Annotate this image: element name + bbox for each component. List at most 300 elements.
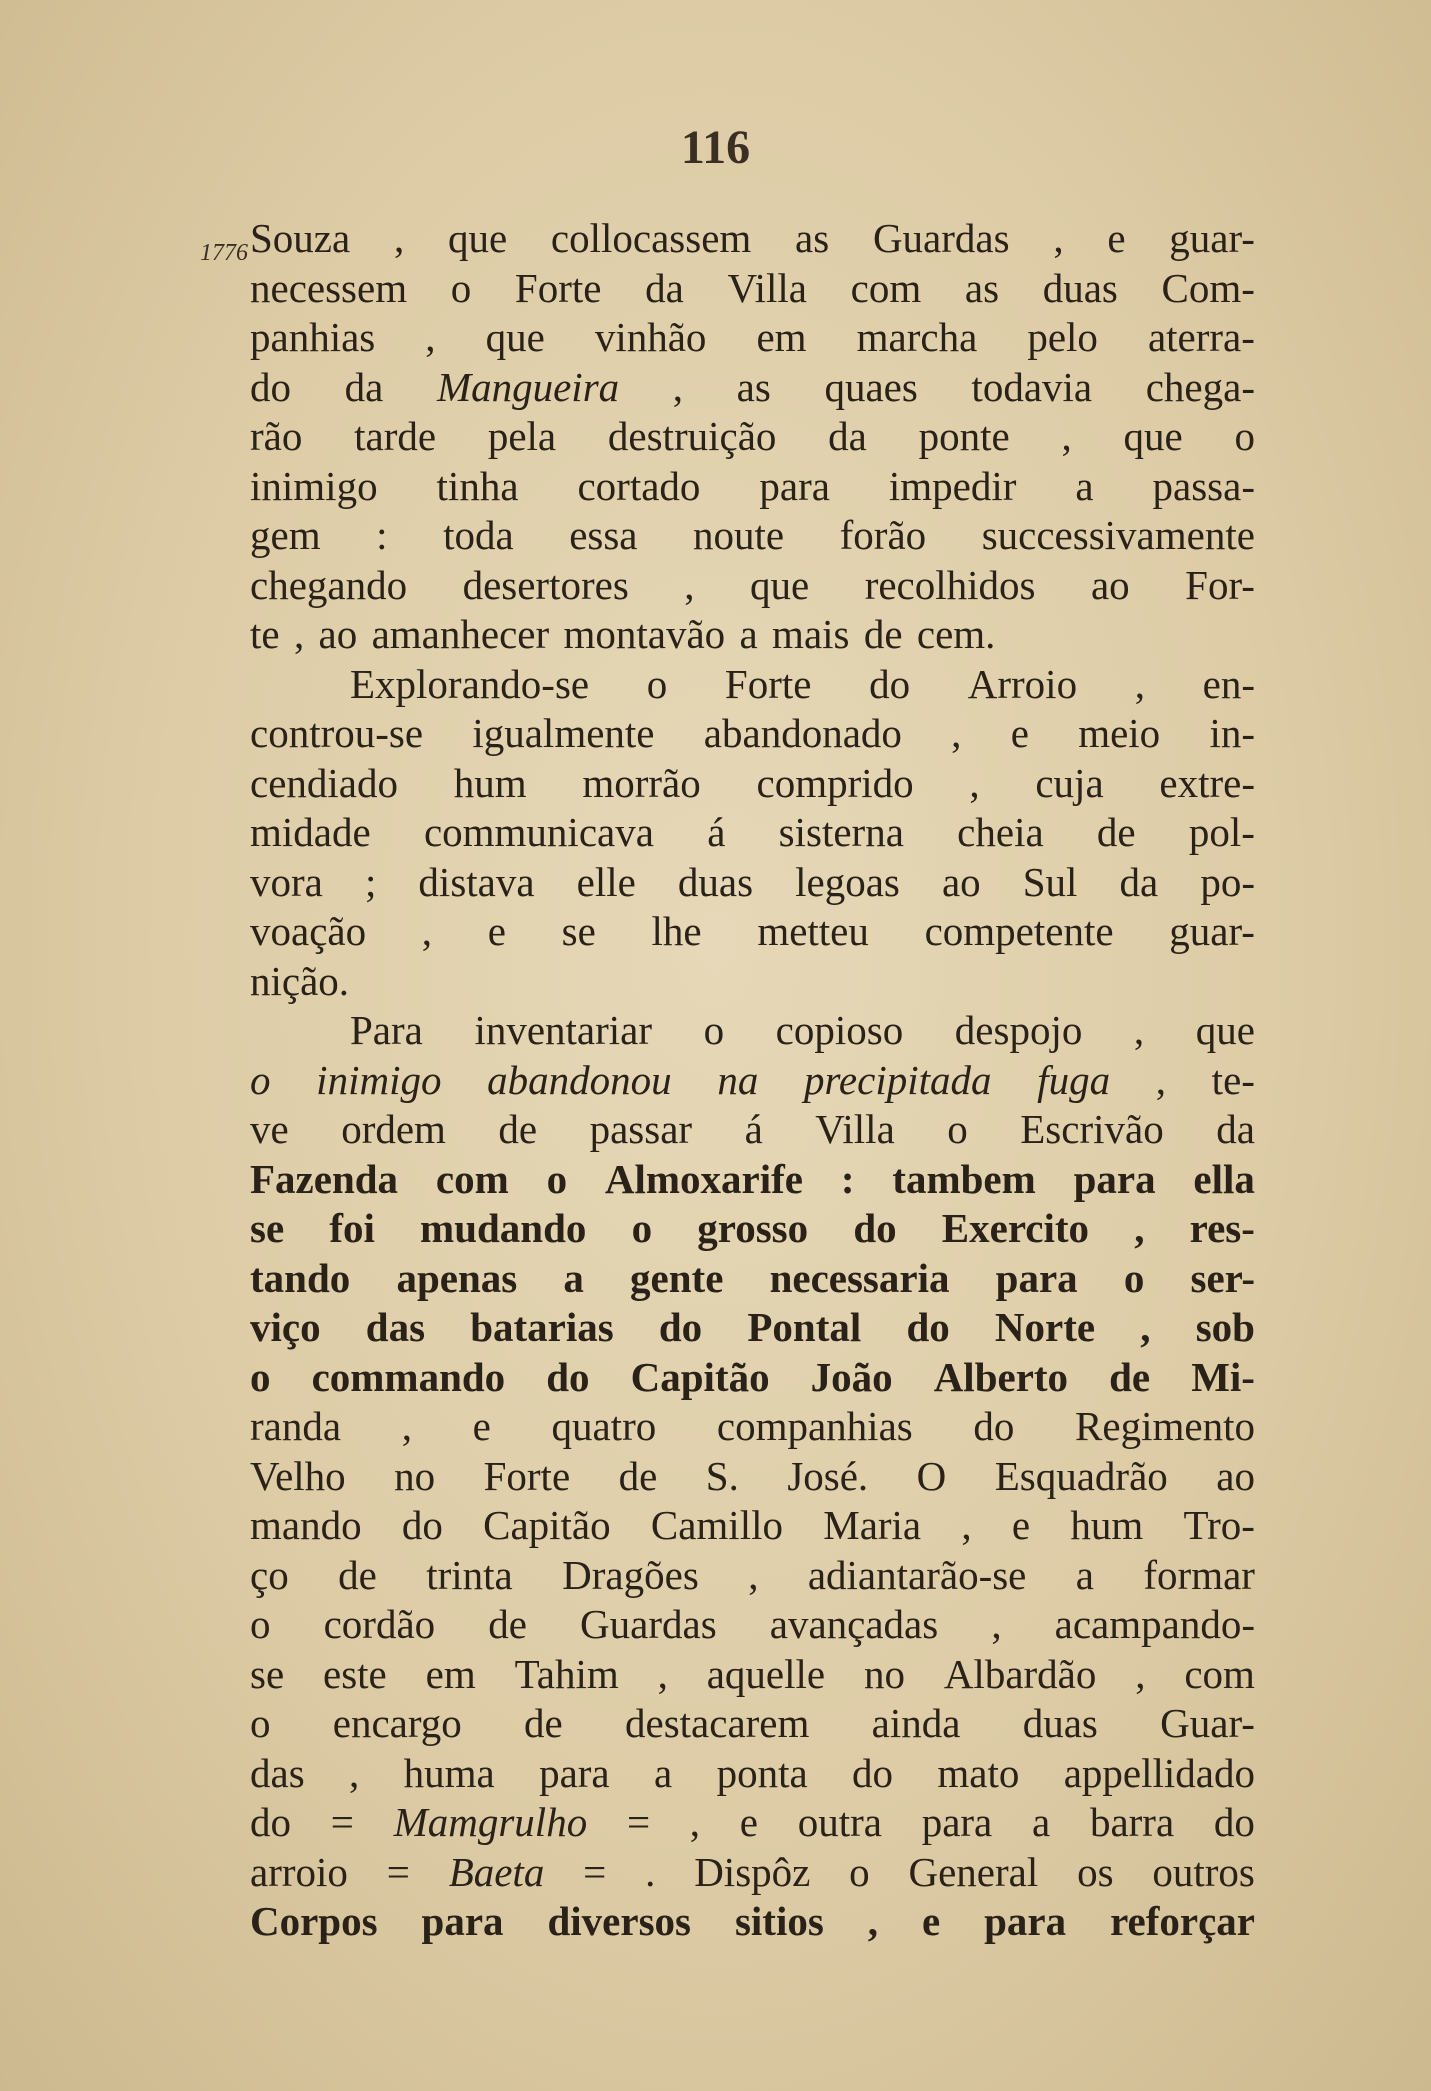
- text-line: [250, 264, 1255, 314]
- word: Souza: [250, 215, 351, 261]
- word: do: [973, 1403, 1015, 1449]
- text-line: [250, 1452, 1255, 1502]
- word: sisterna: [778, 809, 904, 855]
- word: Forte: [483, 1452, 571, 1499]
- word: ,: [1135, 1650, 1146, 1697]
- word: com: [1184, 1650, 1255, 1697]
- word: meio: [1078, 710, 1161, 756]
- page-number: 116: [680, 121, 751, 174]
- word: O: [916, 1452, 947, 1499]
- word: pela: [487, 413, 557, 459]
- word: para: [759, 462, 830, 509]
- word: Alberto: [933, 1353, 1069, 1400]
- text-line: [250, 1600, 1255, 1650]
- word: da: [645, 264, 684, 311]
- word: panhias: [250, 314, 376, 360]
- word: acampando-: [1054, 1601, 1255, 1647]
- word: toda: [443, 512, 514, 558]
- word: rão: [250, 413, 303, 459]
- word: mato: [937, 1749, 1020, 1796]
- word: quatro: [551, 1403, 657, 1449]
- word: mais: [772, 611, 850, 657]
- word: Baeta: [448, 1848, 545, 1895]
- word: Pontal: [747, 1304, 862, 1350]
- word: impedir: [888, 462, 1017, 509]
- word: o: [1123, 1254, 1145, 1301]
- word: as: [736, 363, 771, 410]
- word: collocassem: [550, 215, 752, 261]
- word: randa: [250, 1403, 342, 1449]
- word: chega-: [1145, 363, 1255, 410]
- word: e: [921, 1898, 941, 1944]
- word: sob: [1195, 1304, 1255, 1350]
- body-text: [250, 214, 1255, 1947]
- word: forão: [839, 512, 927, 558]
- word: a: [654, 1749, 673, 1796]
- word: do: [658, 1304, 703, 1350]
- word: no: [863, 1650, 905, 1697]
- word: e: [487, 908, 506, 954]
- word: tarde: [354, 413, 437, 459]
- word: do: [250, 363, 291, 410]
- word: voação: [250, 908, 367, 954]
- word: inventariar: [474, 1007, 653, 1053]
- word: do: [869, 660, 911, 707]
- word: Fazenda: [250, 1155, 399, 1202]
- word: ,: [1155, 1056, 1166, 1103]
- word: marcha: [856, 314, 978, 360]
- word: das: [250, 1749, 305, 1796]
- word: ao: [1216, 1452, 1255, 1499]
- word: competente: [924, 908, 1114, 954]
- word: =: [626, 1799, 651, 1845]
- text-line: [250, 1551, 1255, 1601]
- word: ,: [1140, 1304, 1151, 1350]
- word: tinha: [436, 462, 519, 509]
- word: ,: [991, 1601, 1002, 1647]
- word: cortado: [577, 462, 701, 509]
- word: que: [485, 314, 545, 360]
- word: e: [1107, 215, 1126, 261]
- word: chegando: [250, 561, 408, 608]
- word: morrão: [582, 759, 701, 806]
- word: ,: [951, 710, 962, 756]
- word: S.: [705, 1452, 739, 1499]
- word: o: [450, 264, 472, 311]
- word: e: [1011, 1502, 1031, 1548]
- word: huma: [403, 1749, 495, 1796]
- word: Para: [350, 1007, 423, 1053]
- word: o: [703, 1007, 725, 1053]
- word: Villa: [815, 1106, 895, 1152]
- text-line: [250, 1254, 1255, 1304]
- word: Albardão: [943, 1650, 1097, 1697]
- word: a: [563, 1254, 584, 1301]
- word: de: [1109, 1353, 1151, 1400]
- word: as: [964, 264, 1000, 311]
- word: Dispôz: [694, 1848, 811, 1895]
- word: controu-se: [250, 710, 424, 756]
- word: e: [739, 1799, 758, 1845]
- word: ao: [1090, 561, 1130, 608]
- word: necessem: [250, 264, 408, 311]
- text-line: [250, 957, 1255, 1007]
- word: en-: [1202, 660, 1255, 707]
- word: da: [828, 413, 867, 459]
- word: da: [1216, 1106, 1255, 1152]
- word: de: [338, 1551, 377, 1598]
- word: Mamgrulho: [393, 1799, 588, 1845]
- word: essa: [569, 512, 638, 558]
- word: destacarem: [625, 1700, 810, 1746]
- word: mudando: [420, 1205, 587, 1251]
- word: Corpos: [250, 1898, 378, 1944]
- word: ,: [1053, 215, 1064, 261]
- word: ve: [250, 1106, 289, 1152]
- word: em: [756, 314, 807, 360]
- word: que: [1195, 1007, 1255, 1053]
- word: arroio: [250, 1848, 348, 1895]
- word: :: [840, 1155, 855, 1202]
- text-line: [250, 1699, 1255, 1749]
- word: Capitão: [630, 1353, 770, 1400]
- word: ponta: [716, 1749, 808, 1796]
- word: no: [394, 1452, 436, 1499]
- word: os: [1077, 1848, 1114, 1895]
- word: aquelle: [706, 1650, 826, 1697]
- word: desertores: [462, 561, 629, 608]
- word: Arroio: [967, 660, 1078, 707]
- word: Tahim: [514, 1650, 619, 1697]
- text-line: [250, 1056, 1255, 1106]
- word: communicava: [423, 809, 654, 855]
- word: do: [250, 1799, 291, 1845]
- word: pelo: [1027, 314, 1098, 360]
- word: em: [425, 1650, 476, 1697]
- word: para: [921, 1799, 993, 1845]
- word: Sul: [1022, 858, 1078, 905]
- word: Guar-: [1160, 1700, 1255, 1746]
- word: se: [250, 1205, 285, 1251]
- word: com: [850, 264, 922, 311]
- word: despojo: [954, 1007, 1083, 1053]
- word: =: [330, 1799, 354, 1845]
- word: metteu: [757, 908, 869, 954]
- word: ,: [421, 908, 433, 954]
- word: outros: [1152, 1848, 1255, 1895]
- word: noute: [693, 512, 785, 558]
- word: para: [421, 1898, 504, 1944]
- word: formar: [1143, 1551, 1255, 1598]
- word: tando: [250, 1254, 351, 1301]
- word: ,: [425, 314, 436, 360]
- text-line: [250, 1897, 1255, 1947]
- word: ao: [318, 611, 358, 657]
- word: Forte: [724, 660, 812, 707]
- word: comprido: [756, 759, 914, 806]
- word: com: [435, 1155, 509, 1202]
- word: res-: [1189, 1205, 1255, 1251]
- word: fuga: [1037, 1056, 1111, 1103]
- word: ,: [961, 1502, 972, 1548]
- word: vora: [250, 858, 323, 905]
- word: mando: [250, 1502, 362, 1548]
- word: appellidado: [1063, 1749, 1255, 1796]
- word: Escrivão: [1020, 1106, 1164, 1152]
- text-line: [250, 1105, 1255, 1155]
- word: duas: [1022, 1700, 1098, 1746]
- word: na: [717, 1056, 759, 1103]
- word: ,: [401, 1403, 412, 1449]
- text-line: [250, 561, 1255, 611]
- word: da: [1119, 858, 1159, 905]
- word: midade: [250, 809, 371, 855]
- word: ,: [293, 611, 305, 657]
- word: gente: [630, 1254, 724, 1301]
- word: adiantarão-se: [807, 1551, 1027, 1598]
- word: á: [707, 809, 726, 855]
- word: este: [323, 1650, 387, 1697]
- word: distava: [418, 858, 535, 905]
- word: ser-: [1190, 1254, 1255, 1301]
- word: cordão: [323, 1601, 436, 1647]
- text-line: [250, 363, 1255, 413]
- word: Maria: [823, 1502, 922, 1548]
- word: legoas: [795, 858, 900, 905]
- word: ,: [684, 561, 695, 608]
- word: avançadas: [769, 1601, 939, 1647]
- word: o: [947, 1106, 968, 1152]
- text-line: [250, 1353, 1255, 1403]
- word: para: [1073, 1155, 1156, 1202]
- text-line: [250, 462, 1255, 512]
- word: outra: [797, 1799, 882, 1845]
- word: do: [546, 1353, 590, 1400]
- word: encargo: [332, 1700, 462, 1746]
- text-line: [250, 1749, 1255, 1799]
- word: que: [750, 561, 810, 608]
- word: po-: [1200, 858, 1255, 905]
- word: ao: [941, 858, 981, 905]
- word: ,: [867, 1898, 878, 1944]
- word: lhe: [651, 908, 702, 954]
- word: =: [583, 1848, 607, 1895]
- word: .: [645, 1848, 656, 1895]
- word: ,: [657, 1650, 668, 1697]
- text-line: [250, 1650, 1255, 1700]
- word: barra: [1089, 1799, 1175, 1845]
- word: :: [376, 512, 388, 558]
- word: Tro-: [1183, 1502, 1255, 1548]
- text-line: [250, 907, 1255, 957]
- word: e: [472, 1403, 491, 1449]
- word: Dragões: [562, 1551, 699, 1598]
- word: a: [1075, 462, 1094, 509]
- word: de: [488, 1601, 527, 1647]
- word: duas: [1042, 264, 1118, 311]
- word: Regimento: [1075, 1403, 1255, 1449]
- word: companhias: [716, 1403, 913, 1449]
- word: para: [539, 1749, 610, 1796]
- word: pol-: [1188, 809, 1255, 855]
- word: ella: [1193, 1155, 1255, 1202]
- word: extre-: [1159, 759, 1255, 806]
- word: ,: [1061, 413, 1072, 459]
- word: inimigo: [316, 1056, 442, 1103]
- word: o: [250, 1601, 271, 1647]
- word: commando: [311, 1353, 506, 1400]
- text-line: [250, 1155, 1255, 1205]
- word: todavia: [971, 363, 1093, 410]
- word: necessaria: [769, 1254, 950, 1301]
- word: Almoxarife: [604, 1155, 803, 1202]
- text-line: [250, 1303, 1255, 1353]
- word: General: [908, 1848, 1039, 1895]
- text-line: [250, 412, 1255, 462]
- word: vinhão: [594, 314, 707, 360]
- word: precipitada: [803, 1056, 992, 1103]
- word: igualmente: [472, 710, 655, 756]
- word: Guardas: [580, 1601, 717, 1647]
- word: cem.: [916, 611, 996, 657]
- word: para: [984, 1898, 1067, 1944]
- word: For-: [1185, 561, 1255, 608]
- word: as: [795, 215, 830, 261]
- word: ço: [250, 1551, 289, 1598]
- word: que: [1123, 413, 1183, 459]
- text-line: [250, 1204, 1255, 1254]
- word: Guardas: [872, 215, 1010, 261]
- word: o: [631, 1205, 653, 1251]
- word: ,: [393, 215, 405, 261]
- word: guar-: [1169, 908, 1255, 954]
- text-line: [250, 214, 1255, 264]
- word: Capitão: [483, 1502, 611, 1548]
- word: a: [1032, 1799, 1051, 1845]
- word: o: [250, 1353, 271, 1400]
- text-line: [250, 808, 1255, 858]
- word: de: [618, 1452, 658, 1499]
- word: sitios: [734, 1898, 824, 1944]
- word: se: [250, 1650, 285, 1697]
- word: o: [546, 1155, 568, 1202]
- word: Villa: [727, 264, 807, 311]
- word: montavão: [563, 611, 726, 657]
- word: ,: [672, 363, 684, 410]
- word: inimigo: [250, 462, 378, 509]
- margin-year-note: 1776: [200, 240, 248, 266]
- word: reforçar: [1110, 1898, 1255, 1944]
- word: ainda: [871, 1700, 961, 1746]
- text-line: [250, 313, 1255, 363]
- word: tambem: [892, 1155, 1036, 1202]
- word: do: [906, 1304, 950, 1350]
- word: o: [250, 1056, 271, 1103]
- word: =: [386, 1848, 410, 1895]
- word: te-: [1211, 1056, 1255, 1103]
- word: á: [744, 1106, 763, 1152]
- word: copioso: [775, 1007, 904, 1053]
- word: hum: [1070, 1502, 1144, 1548]
- word: ,: [349, 1749, 360, 1796]
- word: Esquadrão: [994, 1452, 1168, 1499]
- word: se: [561, 908, 596, 954]
- text-line: [250, 1402, 1255, 1452]
- word: trinta: [426, 1551, 513, 1598]
- word: o: [646, 660, 668, 707]
- word: de: [524, 1700, 563, 1746]
- word: que: [447, 215, 508, 261]
- text-line: [250, 1501, 1255, 1551]
- text-line: [250, 610, 1255, 660]
- word: apenas: [396, 1254, 518, 1301]
- word: o: [250, 1700, 271, 1746]
- word: Mi-: [1191, 1353, 1255, 1400]
- word: aterra-: [1147, 314, 1255, 360]
- text-line: [250, 1848, 1255, 1898]
- word: ,: [1134, 660, 1145, 707]
- word: guar-: [1169, 215, 1255, 261]
- word: Com-: [1161, 264, 1255, 311]
- word: elle: [576, 858, 636, 905]
- word: batarias: [470, 1304, 614, 1350]
- word: grosso: [697, 1205, 809, 1251]
- text-line: [250, 858, 1255, 908]
- word: o: [849, 1848, 870, 1895]
- word: ordem: [341, 1106, 446, 1152]
- word: hum: [453, 759, 527, 806]
- word: recolhidos: [864, 561, 1036, 608]
- word: de: [863, 611, 903, 657]
- word: Norte: [994, 1304, 1096, 1350]
- word: te: [250, 611, 280, 657]
- word: abandonado: [703, 710, 902, 756]
- word: nição.: [250, 957, 350, 1004]
- word: do: [401, 1502, 443, 1548]
- word: José.: [787, 1452, 869, 1499]
- word: Mangueira: [436, 363, 620, 410]
- word: destruição: [607, 413, 777, 459]
- word: cheia: [957, 809, 1044, 855]
- word: de: [1096, 809, 1136, 855]
- word: da: [344, 363, 384, 410]
- word: ,: [748, 1551, 759, 1598]
- word: passa-: [1152, 462, 1255, 509]
- word: cendiado: [250, 759, 398, 806]
- word: cuja: [1035, 759, 1104, 806]
- word: do: [853, 1205, 897, 1251]
- word: do: [1213, 1799, 1255, 1845]
- text-line: [250, 709, 1255, 759]
- word: passar: [589, 1106, 693, 1152]
- word: a: [739, 611, 758, 657]
- word: das: [365, 1304, 426, 1350]
- word: foi: [329, 1205, 375, 1251]
- text-line: [250, 660, 1255, 710]
- word: successivamente: [981, 512, 1255, 558]
- word: in-: [1209, 710, 1255, 756]
- word: Explorando-se: [350, 660, 590, 707]
- word: gem: [250, 512, 321, 558]
- word: ,: [969, 759, 980, 806]
- word: quaes: [824, 363, 918, 410]
- word: para: [995, 1254, 1078, 1301]
- word: abandonou: [487, 1056, 672, 1103]
- word: ponte: [918, 413, 1010, 459]
- text-line: [250, 1798, 1255, 1848]
- word: amanhecer: [371, 611, 550, 657]
- text-line: [250, 759, 1255, 809]
